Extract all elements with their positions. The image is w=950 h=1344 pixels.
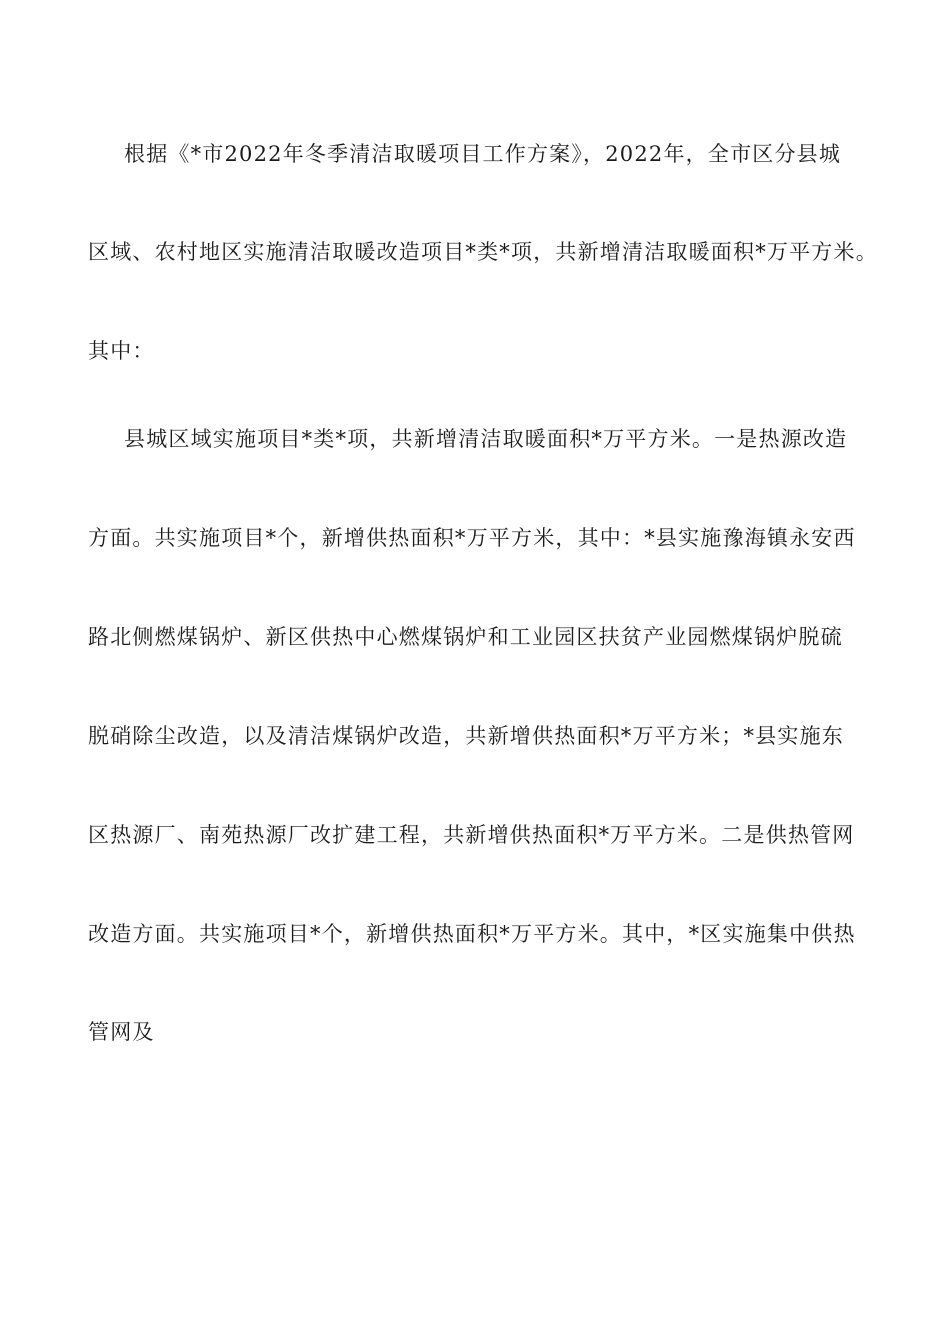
- paragraph-1-line-1: 根据《*市2022年冬季清洁取暖项目工作方案》，2022年，全市区分县城: [124, 142, 842, 166]
- paragraph-2-line-2: 方面。共实施项目*个，新增供热面积*万平方米，其中：*县实施豫海镇永安西: [88, 526, 856, 550]
- paragraph-2-line-6: 改造方面。共实施项目*个，新增供热面积*万平方米。其中，*区实施集中供热: [88, 922, 856, 946]
- paragraph-2-line-5: 区热源厂、南苑热源厂改扩建工程，共新增供热面积*万平方米。二是供热管网: [88, 823, 855, 847]
- paragraph-2-line-3: 路北侧燃煤锅炉、新区供热中心燃煤锅炉和工业园区扶贫产业园燃煤锅炉脱硫: [88, 625, 843, 649]
- paragraph-1-line-2: 区域、农村地区实施清洁取暖改造项目*类*项，共新增清洁取暖面积*万平方米。: [88, 240, 878, 264]
- paragraph-2-line-7: 管网及: [88, 1020, 155, 1044]
- paragraph-2-line-4: 脱硝除尘改造，以及清洁煤锅炉改造，共新增供热面积*万平方米；*县实施东: [88, 724, 844, 748]
- paragraph-2-line-1: 县城区域实施项目*类*项，共新增清洁取暖面积*万平方米。一是热源改造: [124, 427, 848, 451]
- paragraph-1-line-3: 其中：: [88, 339, 155, 363]
